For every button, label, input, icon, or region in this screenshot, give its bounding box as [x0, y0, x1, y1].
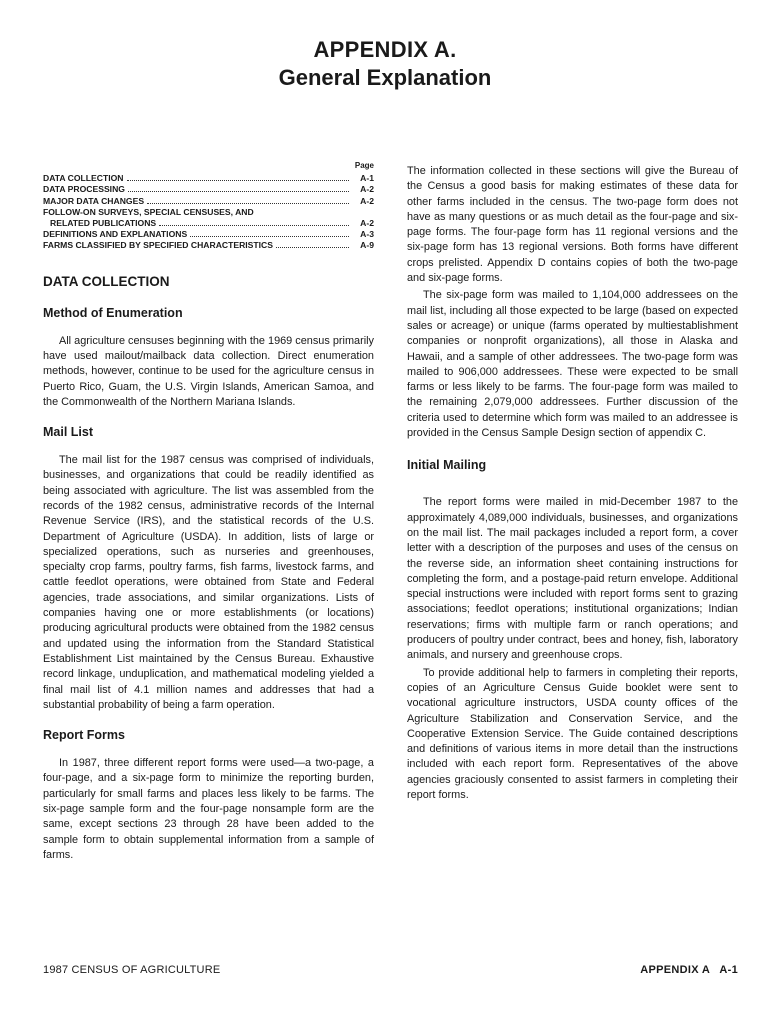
- toc-entry: [43, 173, 374, 184]
- toc-entry-label: DEFINITIONS AND EXPLANATIONS: [43, 229, 188, 240]
- footer-publication: 1987 CENSUS OF AGRICULTURE: [43, 964, 221, 976]
- paragraph: The report forms were mailed in mid-December 1987 to the approximately 4,089,000 individuals, businesses, and organizations on the mail list. The mail packages included a report form, a cover letter with a description of the purposes and uses of the census on the reverse side, an information sheet containing instructions for completing the form, and a postage-paid return envelope. Additional special instructions were included with report forms sent to grazing associations; feedlot operations; institutional organizations; Indian reservations; firms with multiple farm or ranch operations; and producers of poultry under contract, bees and honey, fish, laboratory animals, and nursery and greenhouse crops.: [407, 496, 738, 662]
- toc-entry-label: DATA COLLECTION: [43, 173, 124, 184]
- toc-leader: [127, 179, 349, 181]
- page-header: [0, 36, 770, 92]
- toc-entry-page: A-2: [360, 195, 374, 206]
- toc-entry: [43, 229, 374, 240]
- toc-entry-label: FARMS CLASSIFIED BY SPECIFIED CHARACTERISTICS: [43, 240, 273, 251]
- right-column: [407, 164, 738, 805]
- appendix-subtitle: General Explanation: [278, 65, 492, 90]
- toc-entry: [43, 196, 374, 207]
- toc-leader: [128, 190, 349, 192]
- toc-leader: [190, 235, 349, 237]
- appendix-title: APPENDIX A.: [313, 37, 457, 62]
- paragraph: The information collected in these sections will give the Bureau of the Census a good basis for making estimates of these data for other farms included in the census. The two-page form does not have as many questions or as much detail as the four-page and six-page forms. The four-page form has 11 regional versions and the six-page form has 13 regional versions. Both forms have different crops prelisted. Appendix D contains copies of both the two-page and six-page forms.: [407, 165, 738, 285]
- paragraph: All agriculture censuses beginning with the 1969 census primarily have used mailout/mailback data collection. Direct enumeration methods, however, continue to be used for the agriculture census in Puerto Rico, Guam, the U.S. Virgin Islands, American Samoa, and the Commonwealth of the Northern Mariana Islands.: [43, 334, 374, 408]
- left-column: [43, 160, 374, 865]
- toc-entry-page: A-1: [360, 173, 374, 184]
- toc-entry-label: MAJOR DATA CHANGES: [43, 195, 145, 206]
- toc-page-header: Page: [354, 161, 374, 170]
- paragraph: The six-page form was mailed to 1,104,000 addressees on the mail list, including all those expected to be large (based on expected sales or acreage) or unique (farms operated by multiestablishment companies or nonprofit organizations), all those in Alaska and Hawaii, and a sample of other addressees. The two-page form was mailed to 906,000 addressees. These were expected to be small farms or less likely to be farms. The four-page form was mailed to the remaining 2,079,000 addressees. Further discussion of the criteria used to determine which form was mailed to an addressee is provided in the Census Sample Design section of appendix C.: [407, 289, 738, 440]
- toc-entry-label: DATA PROCESSING: [43, 184, 125, 195]
- toc-entry-prefix: FOLLOW-ON SURVEYS, SPECIAL CENSUSES, AND: [43, 206, 254, 217]
- paragraph: To provide additional help to farmers in completing their reports, copies of an Agriculture Census Guide booklet were sent to vocational agriculture instructors, USDA county offices of the Agriculture Stabilization and Conservation Service, and the Cooperative Extension Service. The Guide contained descriptions and definitions of various items in more detail than the instructions included with each report form. Representatives of the above agencies graciously consented to assist farmers in completing their report forms.: [407, 666, 738, 801]
- toc-entry-page: A-3: [360, 229, 374, 240]
- subheading-report-forms: Report Forms: [43, 728, 125, 743]
- subheading-method-of-enumeration: Method of Enumeration: [43, 305, 183, 320]
- section-heading-data-collection: DATA COLLECTION: [43, 273, 170, 289]
- paragraph: The mail list for the 1987 census was comprised of individuals, businesses, and organizations that could be readily identified as being associated with agriculture. The list was assembled from the records of the 1982 census, administrative records of the Internal Revenue Service (IRS), and the statistical records of the U.S. Department of Agriculture (USDA). In addition, lists of large or specialized operations, such as nurseries and greenhouses, specialty crop farms, poultry farms, fish farms, livestock farms, and cattle feedlot operations, were obtained from State and Federal agencies, trade associations, and similar organizations. Lists of companies having one or more establishments (or locations) producing agricultural products were obtained from the 1982 census and updated using the information from the Standard Statistical Establishment List maintained by the Census Bureau. Exhaustive record linkage, unduplication, and mathematical modeling yielded a final mail list of 4.1 million names and addresses that had a substantial probability of being a farm operation.: [43, 454, 374, 711]
- footer-page-number: APPENDIX A A-1: [640, 964, 738, 976]
- paragraph: In 1987, three different report forms were used—a two-page, a four-page, and a six-page form to minimize the reporting burden, particularly for small farms and places less likely to be farms. The six-page sample form and the four-page nonsample form are the same, except sections 23 through 28 have been added to the sample form to obtain supplemental information from a sample of farms.: [43, 757, 374, 861]
- subheading-initial-mailing: Initial Mailing: [407, 458, 487, 473]
- subheading-mail-list: Mail List: [43, 425, 94, 440]
- toc-entry-label: RELATED PUBLICATIONS: [50, 218, 157, 229]
- toc-entry-page: A-9: [360, 240, 374, 251]
- toc-entry-page: A-2: [360, 218, 374, 229]
- toc-entry: [43, 184, 374, 195]
- toc-entry-page: A-2: [360, 184, 374, 195]
- table-of-contents: [43, 160, 374, 252]
- toc-entry: [43, 218, 374, 229]
- toc-leader: [147, 202, 349, 204]
- toc-entry: [43, 240, 374, 251]
- toc-leader: [159, 224, 349, 226]
- toc-leader: [276, 246, 349, 248]
